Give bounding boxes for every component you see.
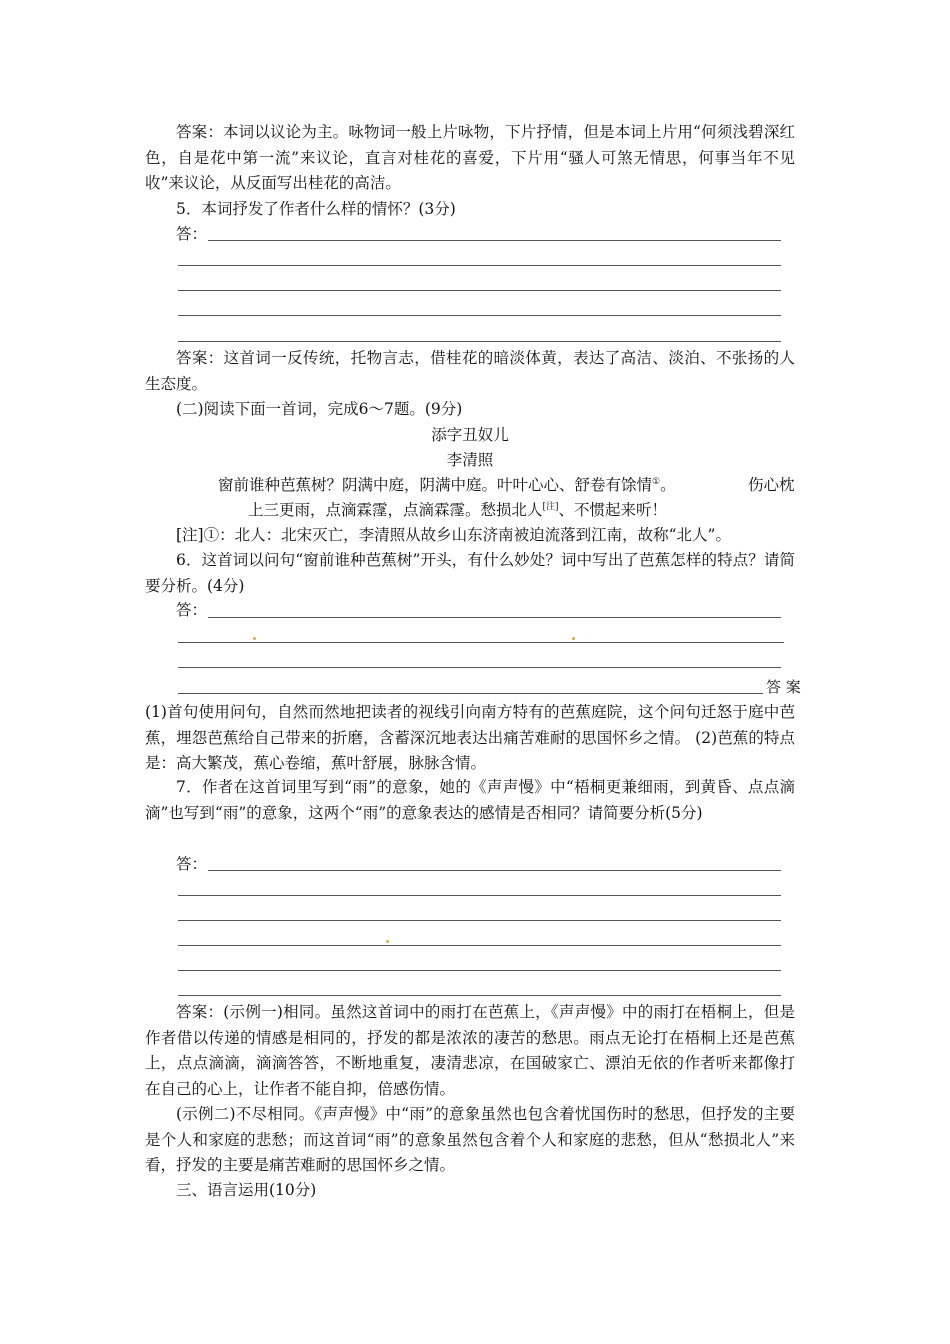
q7-answer-line-5[interactable] bbox=[178, 970, 781, 971]
scan-speck bbox=[572, 637, 575, 640]
q5-answer-line-4[interactable] bbox=[178, 315, 781, 316]
question-5: 5．本词抒发了作者什么样的情怀？(3分) bbox=[176, 200, 456, 218]
q7-answer-line-3[interactable] bbox=[178, 920, 781, 921]
q6-answer-line-2[interactable] bbox=[178, 642, 784, 643]
q6-answer-line-4[interactable] bbox=[178, 693, 763, 694]
q5-answer-line-2[interactable] bbox=[178, 265, 781, 266]
q6-answer-label: 答： bbox=[176, 601, 208, 619]
q5-answer-line-3[interactable] bbox=[178, 290, 781, 291]
section1-answer: 答案：本词以议论为主。咏物词一般上片咏物，下片抒情，但是本词上片用“何须浅碧深红色，自是花中第一流”来议论，直言对桂花的喜爱，下片用“骚人可煞无情思，何事当年不见收”来议论，从反面写出桂花的高洁。 bbox=[145, 123, 795, 192]
q7-answer-line-4[interactable] bbox=[178, 945, 781, 946]
q6-answer-line-1[interactable] bbox=[208, 617, 781, 618]
q6-answer-line-3[interactable] bbox=[178, 667, 781, 668]
q7-answer-line-2[interactable] bbox=[178, 895, 781, 896]
question-7: 7．作者在这首词里写到“雨”的意象，她的《声声慢》中“梧桐更兼细雨，到黄昏、点点滴滴”也写到“雨”的意象，这两个“雨”的意象表达的感情是否相同？请简要分析(5分) bbox=[145, 778, 795, 822]
question-6: 6．这首词以问句“窗前谁种芭蕉树”开头，有什么妙处？词中写出了芭蕉怎样的特点？请简要分析。(4分) bbox=[145, 551, 795, 595]
footnote: [注]①：北人：北宋灭亡，李清照从故乡山东济南被迫流落到江南，故称“北人”。 bbox=[176, 526, 731, 544]
q5-answer-line-5[interactable] bbox=[178, 341, 781, 342]
scan-speck bbox=[386, 940, 389, 943]
q7-answer-line-1[interactable] bbox=[208, 870, 781, 871]
q5-answer-label: 答： bbox=[176, 225, 208, 243]
q7-answer-example-2: (示例二)不尽相同。《声声慢》中“雨”的意象虽然也包含着忧国伤时的愁思，但抒发的主要是个人和家庭的悲愁；而这首词“雨”的意象虽然包含着个人和家庭的悲愁，但从“愁损北人”来看，抒发的主要是痛苦难耐的思国怀乡之情。 bbox=[145, 1105, 795, 1174]
q6-answer: (1)首句使用问句，自然而然地把读者的视线引向南方特有的芭蕉庭院，这个问句迁怒于庭中芭蕉，埋怨芭蕉给自己带来的折磨，含蓄深沉地表达出痛苦难耐的思国怀乡之情。 (2)芭蕉的特点是：高大繁茂，蕉心卷缩，蕉叶舒展，脉脉含情。 bbox=[145, 703, 795, 772]
q7-answer-line-6[interactable] bbox=[178, 995, 781, 996]
poem-line-1-tail: 伤心枕 bbox=[748, 476, 795, 494]
q7-answer-example-1: 答案：(示例一)相同。虽然这首词中的雨打在芭蕉上，《声声慢》中的雨打在梧桐上，但是作者借以传递的情感是相同的，抒发的都是浓浓的凄苦的愁思。雨点无论打在梧桐上还是芭蕉上，点点滴滴，滴滴答答，不断地重复，凄清悲凉，在国破家亡、漂泊无依的作者听来都像打在自己的心上，让作者不能自抑，倍感伤情。 bbox=[145, 1003, 795, 1098]
part2-intro: (二)阅读下面一首词，完成6～7题。(9分) bbox=[176, 400, 463, 418]
q6-answer-heading: 答 案 bbox=[766, 678, 801, 696]
poem-line-2: 上三更雨，点滴霖霪，点滴霖霪。愁损北人[注]、不惯起来听！ bbox=[248, 501, 668, 519]
q5-answer: 答案：这首词一反传统，托物言志，借桂花的暗淡体黄，表达了高洁、淡泊、不张扬的人生态度。 bbox=[145, 349, 795, 393]
poem-author: 李清照 bbox=[446, 451, 494, 469]
poem-line-1: 窗前谁种芭蕉树？阴满中庭，阴满中庭。叶叶心心、舒卷有馀情①。 bbox=[218, 476, 676, 494]
part3-heading: 三、语言运用(10分) bbox=[176, 1181, 317, 1199]
scan-speck bbox=[253, 637, 256, 640]
q5-answer-line-1[interactable] bbox=[208, 240, 781, 241]
q7-answer-label: 答： bbox=[176, 855, 208, 873]
poem-title: 添字丑奴儿 bbox=[431, 426, 509, 444]
